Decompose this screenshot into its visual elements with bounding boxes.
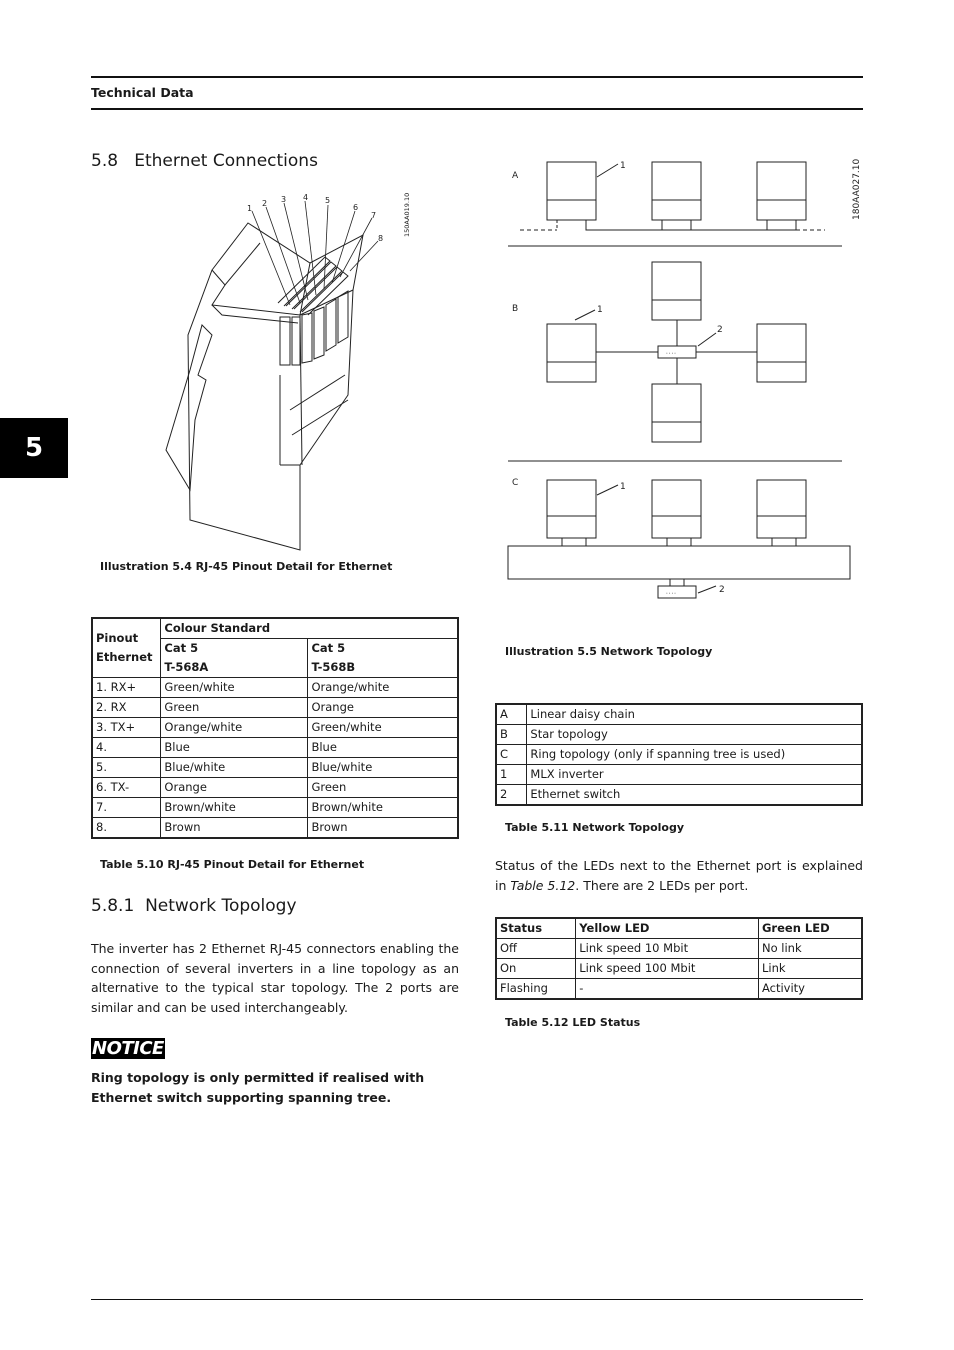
table-row — [92, 678, 458, 698]
topology-label-a: A — [512, 171, 519, 181]
network-topology-paragraph: The inverter has 2 Ethernet RJ-45 connectors enabling the connection of several inverters in a line topology as an alternative to the typical star topology. The 2 ports are similar and can be used interchangeably. — [91, 941, 459, 1015]
pin-cell: 1. RX+ — [92, 678, 161, 698]
colour-standard-header: Colour Standard — [161, 618, 458, 639]
table-row — [92, 738, 458, 758]
topology-desc-cell: Linear daisy chain — [527, 704, 862, 725]
topology-label-b: B — [512, 304, 519, 314]
topology-key-cell: C — [496, 745, 527, 765]
topology-label-c-2: 2 — [719, 585, 725, 595]
rj45-illustration-caption: Illustration 5.4 RJ-45 Pinout Detail for Ethernet — [100, 560, 393, 573]
topology-table-caption: Table 5.11 Network Topology — [505, 821, 685, 834]
topology-desc-cell: Star topology — [527, 725, 862, 745]
pin-cell: 3. TX+ — [92, 718, 161, 738]
ethernet-header-label: Ethernet — [96, 650, 153, 664]
t568a-cell: Orange — [161, 778, 308, 798]
topology-illustration-caption: Illustration 5.5 Network Topology — [505, 645, 713, 658]
pin-cell: 4. — [92, 738, 161, 758]
topology-table — [495, 703, 863, 806]
cat5-t568a-header — [161, 639, 308, 678]
topology-key-cell: A — [496, 704, 527, 725]
pinout-header-label: Pinout — [96, 631, 139, 645]
pin-label-7: 7 — [371, 211, 377, 220]
table-row — [92, 758, 458, 778]
rj45-figure-code: 150AA019.10 — [403, 192, 411, 237]
pinout-header-cell — [92, 618, 161, 678]
topology-label-c: C — [512, 478, 519, 488]
svg-text:• • • •: • • • • — [666, 591, 676, 595]
cat5b-line2: T-568B — [311, 660, 356, 674]
pin-cell: 6. TX- — [92, 778, 161, 798]
pin-label-8: 8 — [378, 234, 384, 243]
led-table-reference: Table 5.12 — [510, 877, 576, 893]
green-led-header: Green LED — [758, 918, 862, 939]
topology-label-b-1: 1 — [597, 305, 603, 315]
green-led-cell: Activity — [758, 979, 862, 1000]
table-row — [496, 979, 862, 1000]
t568a-cell: Green/white — [161, 678, 308, 698]
table-row — [92, 818, 458, 839]
cat5-t568b-header — [308, 639, 458, 678]
yellow-led-cell: Link speed 10 Mbit — [576, 939, 759, 959]
t568a-cell: Green — [161, 698, 308, 718]
table-row — [496, 785, 862, 806]
topology-key-cell: 2 — [496, 785, 527, 806]
section-heading-ethernet-connections: 5.8 Ethernet Connections — [91, 151, 318, 171]
yellow-led-header: Yellow LED — [576, 918, 759, 939]
status-cell: Off — [496, 939, 576, 959]
notice-label: NOTICE — [92, 1038, 164, 1059]
network-topology-illustration — [500, 150, 870, 610]
pin-label-3: 3 — [281, 195, 287, 204]
topology-key-cell: 1 — [496, 765, 527, 785]
topology-desc-cell: MLX inverter — [527, 765, 862, 785]
led-intro-text-2: . There are 2 LEDs per port. — [575, 877, 749, 893]
yellow-led-cell: - — [576, 979, 759, 1000]
table-header-row — [496, 918, 862, 939]
topology-key-cell: B — [496, 725, 527, 745]
table-row — [92, 718, 458, 738]
topology-label-a-1: 1 — [620, 161, 626, 171]
green-led-cell: No link — [758, 939, 862, 959]
led-intro-paragraph — [495, 856, 863, 895]
chapter-tab: 5 — [0, 418, 68, 478]
pin-label-6: 6 — [353, 203, 359, 212]
cat5b-line1: Cat 5 — [311, 641, 346, 655]
cat5a-line2: T-568A — [164, 660, 209, 674]
t568b-cell: Orange/white — [308, 678, 458, 698]
status-cell: On — [496, 959, 576, 979]
t568a-cell: Brown/white — [161, 798, 308, 818]
topology-label-c-1: 1 — [620, 482, 626, 492]
pin-cell: 5. — [92, 758, 161, 778]
svg-text:• • • •: • • • • — [666, 351, 676, 355]
status-header: Status — [496, 918, 576, 939]
t568b-cell: Brown/white — [308, 798, 458, 818]
topology-label-b-2: 2 — [717, 325, 723, 335]
pinout-table-caption: Table 5.10 RJ-45 Pinout Detail for Ethernet — [100, 858, 365, 871]
pin-label-4: 4 — [303, 193, 309, 202]
table-row — [496, 725, 862, 745]
pinout-table — [91, 617, 459, 839]
t568b-cell: Orange — [308, 698, 458, 718]
status-cell: Flashing — [496, 979, 576, 1000]
pin-cell: 2. RX — [92, 698, 161, 718]
pin-label-2: 2 — [262, 199, 268, 208]
t568b-cell: Brown — [308, 818, 458, 839]
table-row — [496, 959, 862, 979]
table-row — [496, 745, 862, 765]
green-led-cell: Link — [758, 959, 862, 979]
section-heading-network-topology: 5.8.1 Network Topology — [91, 896, 297, 916]
t568a-cell: Blue — [161, 738, 308, 758]
notice-text: Ring topology is only permitted if realised with Ethernet switch supporting spanning tree. — [91, 1070, 425, 1105]
t568b-cell: Green — [308, 778, 458, 798]
pin-label-5: 5 — [325, 196, 331, 205]
footer-rule — [91, 1299, 863, 1300]
t568a-cell: Blue/white — [161, 758, 308, 778]
topology-desc-cell: Ring topology (only if spanning tree is used) — [527, 745, 862, 765]
table-row — [496, 704, 862, 725]
table-row — [496, 765, 862, 785]
cat5a-line1: Cat 5 — [164, 641, 199, 655]
topology-desc-cell: Ethernet switch — [527, 785, 862, 806]
table-row — [92, 778, 458, 798]
t568b-cell: Blue — [308, 738, 458, 758]
led-table-caption: Table 5.12 LED Status — [505, 1016, 641, 1029]
table-row — [92, 798, 458, 818]
led-status-table — [495, 917, 863, 1000]
header-top-rule — [91, 76, 863, 78]
table-row — [496, 939, 862, 959]
pin-cell: 7. — [92, 798, 161, 818]
table-row — [92, 698, 458, 718]
led-intro-text-1: Status of the LEDs next to the Ethernet port is explained in — [495, 858, 863, 893]
t568a-cell: Brown — [161, 818, 308, 839]
header-bottom-rule — [91, 108, 863, 110]
topology-figure-code: 180AA027.10 — [852, 158, 862, 220]
t568a-cell: Orange/white — [161, 718, 308, 738]
pin-label-1: 1 — [247, 204, 253, 213]
yellow-led-cell: Link speed 100 Mbit — [576, 959, 759, 979]
t568b-cell: Green/white — [308, 718, 458, 738]
header-section-title: Technical Data — [91, 85, 194, 100]
rj45-connector-illustration — [150, 185, 420, 555]
t568b-cell: Blue/white — [308, 758, 458, 778]
pin-cell: 8. — [92, 818, 161, 839]
